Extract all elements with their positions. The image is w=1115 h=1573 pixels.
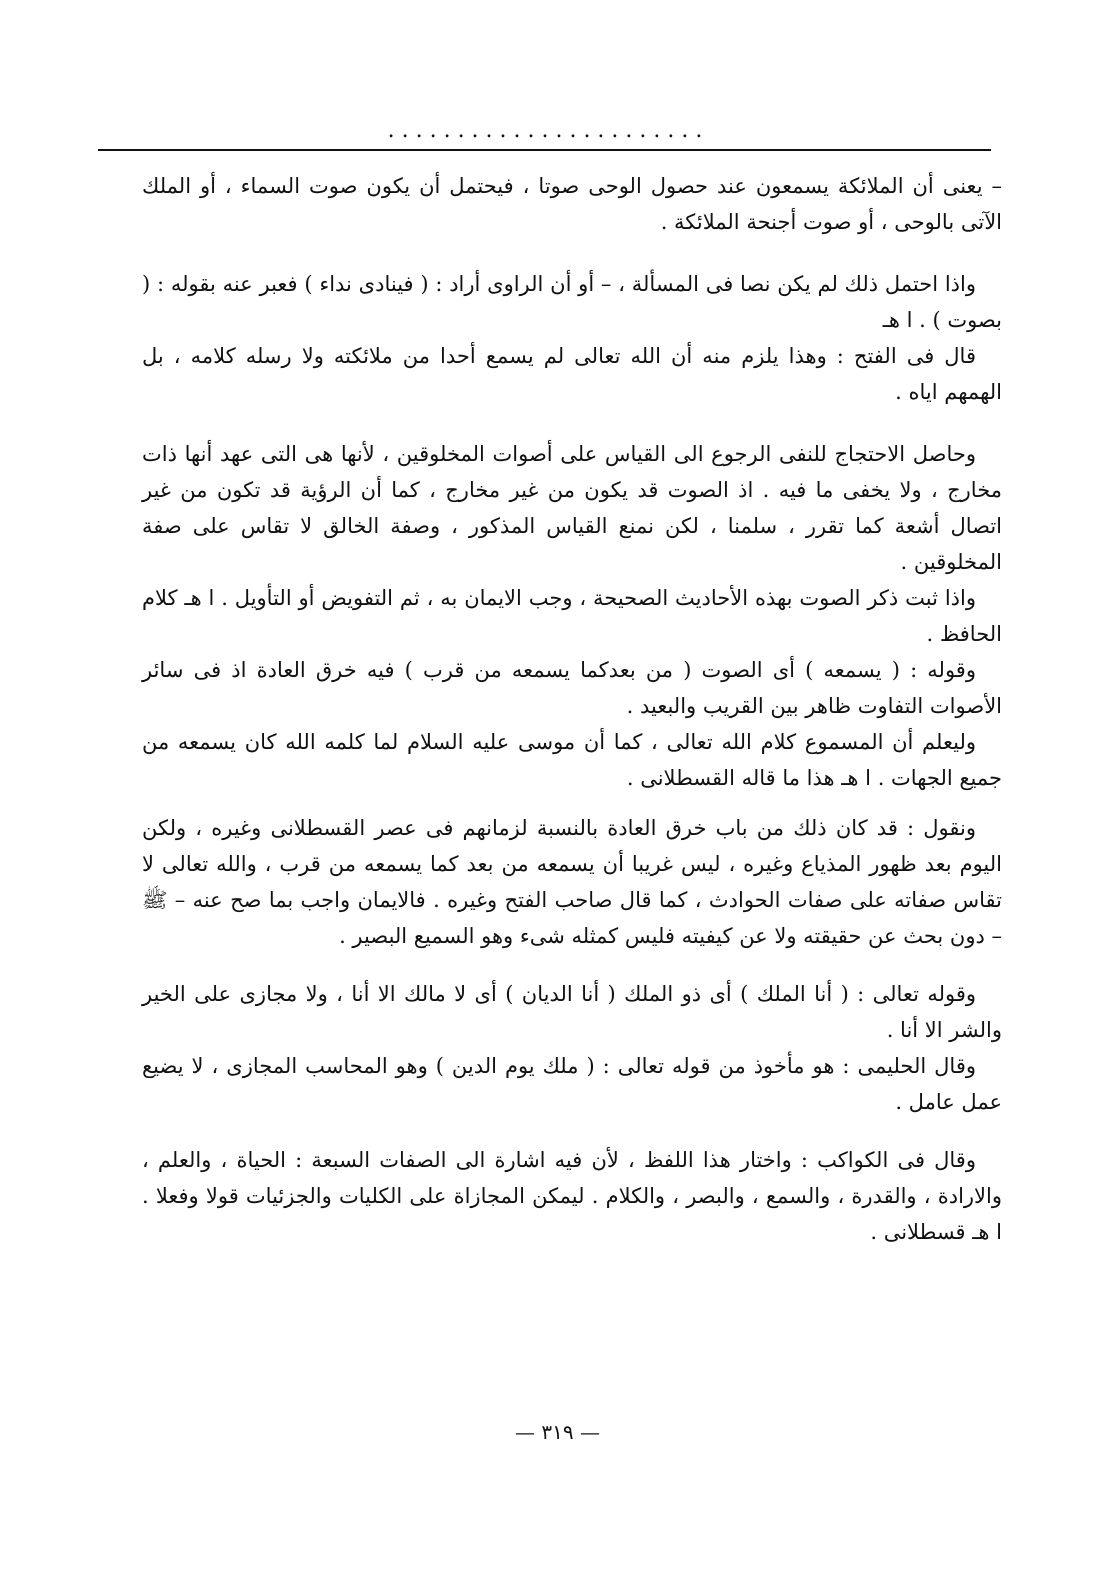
- paragraph: قال فى الفتح : وهذا يلزم منه أن الله تعالى لم يسمع أحدا من ملائكته ولا رسله كلامه ، بل الهمهم اياه .: [142, 344, 1002, 404]
- paragraph: وحاصل الاحتجاج للنفى الرجوع الى القياس على أصوات المخلوقين ، لأنها هى التى عهد أنها ذات مخارج ، ولا يخفى ما فيه . اذ الصوت قد يكون من غير مخارج ، كما أن الرؤية قد تكون من غير اتصال أشعة كما تقرر ، سلمنا ، لكن نمنع القياس المذكور ، وصفة الخالق لا تقاس على صفة المخلوقين .: [142, 442, 1002, 574]
- paragraph: وقوله : ( يسمعه ) أى الصوت ( من بعدكما يسمعه من قرب ) فيه خرق العادة اذ فى سائر الأصوات التفاوت ظاهر بين القريب والبعيد .: [142, 658, 1002, 718]
- paragraph: وقوله تعالى : ( أنا الملك ) أى ذو الملك ( أنا الديان ) أى لا مالك الا أنا ، ولا مجازى على الخير والشر الا أنا .: [142, 982, 1002, 1042]
- paragraph: – يعنى أن الملائكة يسمعون عند حصول الوحى صوتا ، فيحتمل أن يكون صوت السماء ، أو الملك الآتى بالوحى ، أو صوت أجنحة الملائكة .: [142, 174, 1002, 234]
- header-rule: [98, 149, 991, 151]
- page-number: — ٣١٩ —: [515, 1420, 600, 1444]
- paragraph: ونقول : قد كان ذلك من باب خرق العادة بالنسبة لزمانهم فى عصر القسطلانى وغيره ، ولكن اليوم بعد ظهور المذياع وغيره ، ليس غريبا أن يسمعه من بعد كما يسمعه من قرب ، والله تعالى لا تقاس صفاته على صفات الحوادث ، كما قال صاحب الفتح وغيره . فالايمان واجب بما صح عنه – ﷺ – دون بحث عن حقيقته ولا عن كيفيته فليس كمثله شىء وهو السميع البصير .: [142, 816, 1002, 948]
- header-dots-ornament: . . . . . . . . . . . . . . . . . . . . . . .: [387, 118, 703, 143]
- page-body: [142, 168, 1002, 1250]
- paragraph: واذا احتمل ذلك لم يكن نصا فى المسألة ، – أو أن الراوى أراد : ( فينادى نداء ) فعبر عنه بقوله : ( بصوت ) . ا هـ: [142, 272, 1002, 332]
- paragraph: وليعلم أن المسموع كلام الله تعالى ، كما أن موسى عليه السلام لما كلمه الله كان يسمعه من جميع الجهات . ا هـ هذا ما قاله القسطلانى .: [142, 730, 1002, 790]
- paragraph: وقال الحليمى : هو مأخوذ من قوله تعالى : ( ملك يوم الدين ) وهو المحاسب المجازى ، لا يضيع عمل عامل .: [142, 1054, 1002, 1114]
- paragraph: وقال فى الكواكب : واختار هذا اللفظ ، لأن فيه اشارة الى الصفات السبعة : الحياة ، والعلم ، والارادة ، والقدرة ، والسمع ، والبصر ، والكلام . ليمكن المجازاة على الكليات والجزئيات قولا وفعلا . ا هـ قسطلانى .: [142, 1148, 1002, 1244]
- paragraph: واذا ثبت ذكر الصوت بهذه الأحاديث الصحيحة ، وجب الايمان به ، ثم التفويض أو التأويل . ا هـ كلام الحافظ .: [142, 586, 1002, 646]
